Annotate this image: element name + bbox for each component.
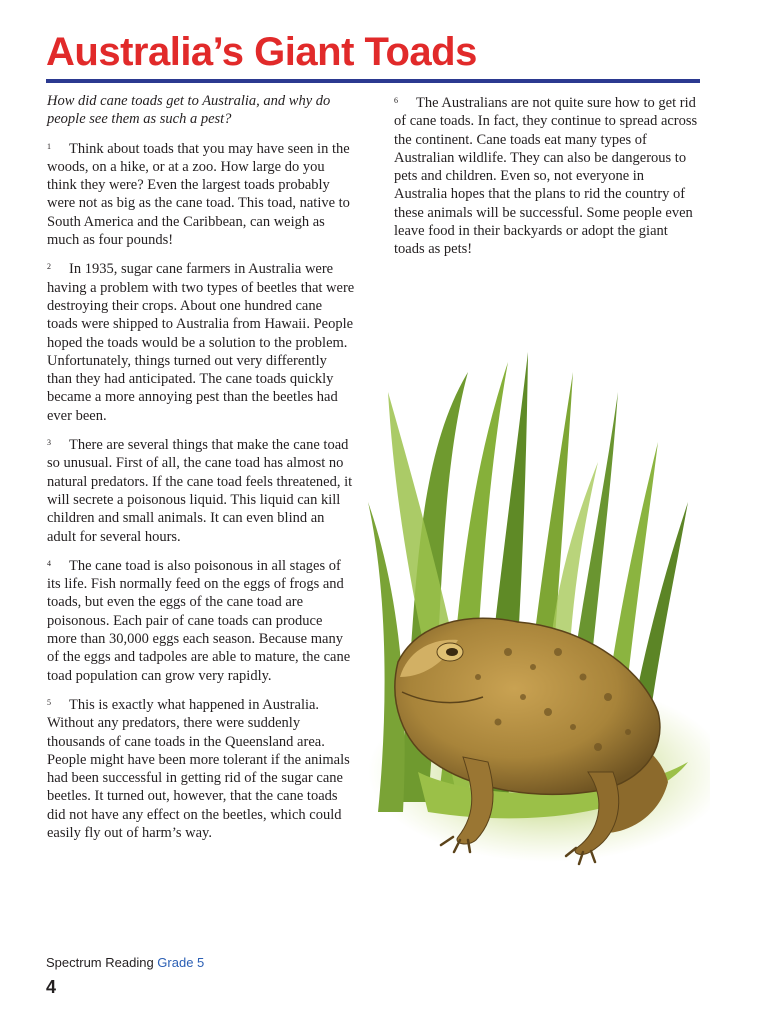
paragraph-6 <box>394 92 700 259</box>
paragraph-3 <box>47 434 355 546</box>
paragraph-4 <box>47 555 355 685</box>
paragraph-5 <box>47 694 355 842</box>
paragraph-number: 1 <box>47 141 51 151</box>
paragraph-text: There are several things that make the cane toad so unusual. First of all, the cane toad has almost no natural predators. If the cane toad feels threatened, it will secrete a poisonous liquid. This liquid can kill children and small animals. It can even blind an adult for several hours. <box>47 437 353 545</box>
page-number: 4 <box>46 977 57 997</box>
paragraph-1 <box>47 138 355 250</box>
series-name: Spectrum Reading <box>46 955 154 970</box>
paragraph-text: Think about toads that you may have seen in the woods, on a hike, or at a zoo. How large do you think they were? Even the largest toads probably were not as big as the cane toad. This toad, native to South America and the Caribbean, can weigh as much as four pounds! <box>47 140 350 249</box>
lead-question: How did cane toads get to Australia, and why do people see them as such a pest? <box>47 93 331 128</box>
paragraph-number: 5 <box>47 697 51 707</box>
paragraph-text: The Australians are not quite sure how to get rid of cane toads. In fact, they continue to spread across the continent. Cane toads eat many types of Australian wildlife. They can also be dangerous to pets and children. Even so, not everyone in Australia hopes that the plans to rid the country of these animals will be successful. Some people even leave food in their backyards or adopt the giant toads as pets! <box>394 95 698 258</box>
grade-label: Grade 5 <box>157 955 205 970</box>
paragraph-text: The cane toad is also poisonous in all stages of its life. Fish normally feed on the eggs of frogs and toads, but even the eggs of the cane toad are poisonous. Each pair of cane toads can produce more than 30,000 eggs each season. Because many of the eggs and tadpoles are able to mature, the cane toad population can grow very rapidly. <box>47 557 351 684</box>
cane-toad-illustration <box>358 332 710 880</box>
paragraph-number: 4 <box>47 558 51 568</box>
footer-series <box>46 955 204 970</box>
paragraph-number: 3 <box>47 438 51 448</box>
paragraph-number: 2 <box>47 262 51 272</box>
paragraph-text: This is exactly what happened in Australia. Without any predators, there were suddenly thousands of cane toads in the Queensland area. People might have been more tolerant if the animals had been successful in getting rid of the sugar cane beetles. It turned out, however, that the cane toads did not have any effect on the beetles, which could easily fly out of harm’s way. <box>47 696 350 841</box>
left-column <box>47 92 355 851</box>
right-column <box>394 92 700 268</box>
page-title: Australia’s Giant Toads <box>46 30 477 74</box>
paragraph-number: 6 <box>394 96 398 105</box>
title-rule <box>46 79 700 83</box>
paragraph-text: In 1935, sugar cane farmers in Australia were having a problem with two types of beetles that were destroying their crops. About one hundred cane toads were shipped to Australia from Hawaii. People hoped the toads would be a solution to the problem. Unfortunately, things turned out very differently than they had anticipated. The cane toads quickly became a more annoying pest than the beetles had ever been. <box>47 261 355 424</box>
paragraph-2 <box>47 258 355 425</box>
